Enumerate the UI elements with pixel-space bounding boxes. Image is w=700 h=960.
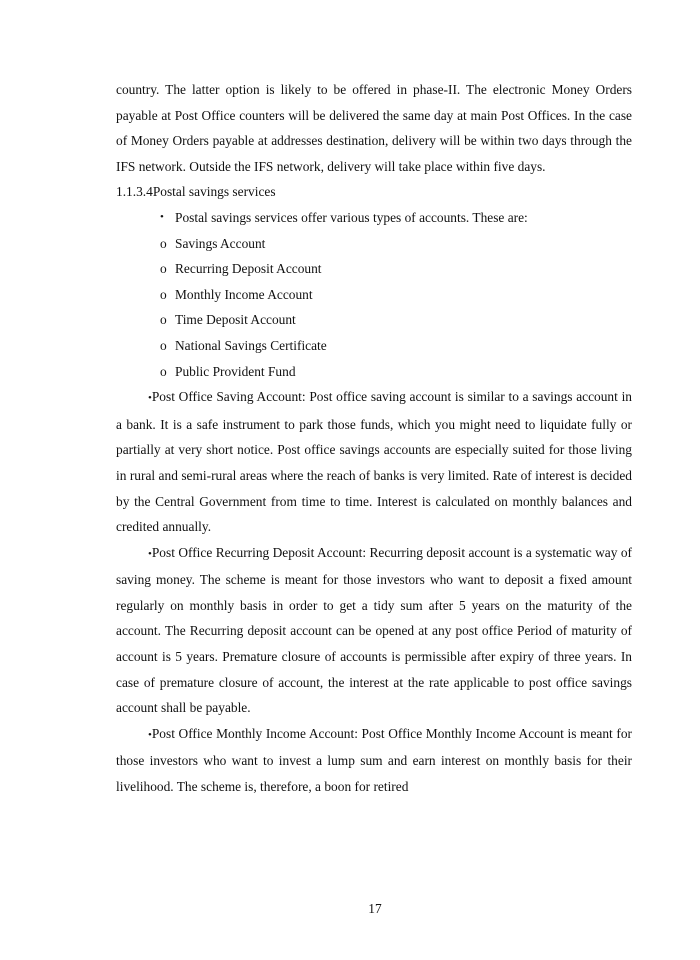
list-item-public-provident-fund <box>160 359 632 385</box>
recurring-deposit-paragraph <box>116 540 632 721</box>
intro-bullet-item <box>160 205 632 231</box>
list-item-monthly-income <box>160 282 632 308</box>
paragraph-text: Post Office Saving Account: Post office saving account is similar to a savings account in a bank. It is a safe instrument to park those funds, which you might need to liquidate fully or partially at very short notice. Post office savings accounts are especially suited for those living in rural and semi-rural areas where the reach of banks is very limited. Rate of interest is decided by the Central Government from time to time. Interest is calculated on monthly balances and credited annually. <box>116 389 632 535</box>
list-item-text: Recurring Deposit Account <box>175 261 322 277</box>
opening-paragraph: country. The latter option is likely to be offered in phase-II. The electronic Money Orders payable at Post Office counters will be delivered the same day at main Post Offices. In the case of Money Orders payable at addresses destination, delivery will be within two days through the IFS network. Outside the IFS network, delivery will take place within five days. <box>116 82 632 174</box>
list-marker: o <box>160 363 167 379</box>
monthly-income-paragraph <box>116 721 632 800</box>
list-item-text: Monthly Income Account <box>175 286 313 302</box>
list-item-time-deposit <box>160 307 632 333</box>
list-item-text: National Savings Certificate <box>175 337 327 353</box>
paragraph-text: Post Office Recurring Deposit Account: Recurring deposit account is a systematic way of saving money. The scheme is meant for those investors who want to deposit a fixed amount regularly on monthly basis in order to get a tidy sum after 5 years on the maturity of the account. The Recurring deposit account can be opened at any post office Period of maturity of account is 5 years. Premature closure of accounts is permissible after expiry of three years. In case of premature closure of account, the interest at the rate applicable to post office savings account shall be payable. <box>116 544 632 716</box>
saving-account-paragraph <box>116 384 632 540</box>
list-item-recurring-deposit <box>160 256 632 282</box>
list-marker: o <box>160 261 167 277</box>
page-number: 17 <box>368 901 382 916</box>
account-types-list <box>116 205 632 384</box>
list-marker: o <box>160 235 167 251</box>
list-item-text: Time Deposit Account <box>175 312 296 328</box>
section-heading: 1.1.3.4Postal savings services <box>116 184 276 200</box>
list-marker: o <box>160 337 167 353</box>
list-item-text: Savings Account <box>175 235 266 251</box>
bullet-marker: • <box>148 728 152 741</box>
bullet-marker: • <box>160 210 164 223</box>
bullet-marker: • <box>148 392 152 405</box>
list-item-savings-account <box>160 231 632 257</box>
list-item-national-savings <box>160 333 632 359</box>
paragraph-text: Post Office Monthly Income Account: Post Office Monthly Income Account is meant for those investors who want to invest a lump sum and earn interest on monthly basis for their livelihood. The scheme is, therefore, a boon for retired <box>116 725 632 795</box>
list-marker: o <box>160 286 167 302</box>
list-marker: o <box>160 312 167 328</box>
list-item-text: Postal savings services offer various types of accounts. These are: <box>175 209 528 225</box>
document-page <box>116 77 632 800</box>
bullet-marker: • <box>148 547 152 560</box>
list-item-text: Public Provident Fund <box>175 363 296 379</box>
